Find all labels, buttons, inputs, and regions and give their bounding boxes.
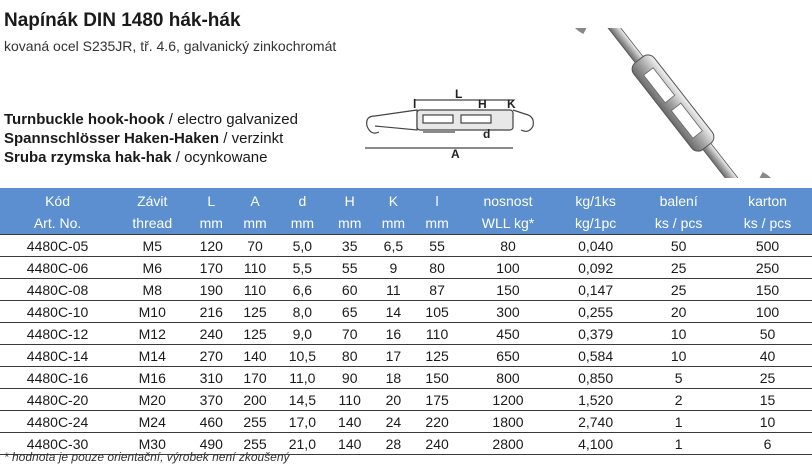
table-cell: 216 [189, 301, 233, 323]
table-cell: 1200 [459, 389, 557, 411]
table-cell: M5 [115, 235, 189, 257]
table-cell: 4480C-05 [0, 235, 115, 257]
table-cell: 800 [459, 367, 557, 389]
column-header: d [298, 193, 307, 209]
table-cell: 14 [372, 301, 416, 323]
table-cell: 370 [189, 389, 233, 411]
column-header: mm [199, 215, 223, 231]
table-cell: 125 [233, 323, 277, 345]
table-cell: 0,379 [557, 323, 634, 345]
table-cell: 8,0 [277, 301, 328, 323]
table-cell: 25 [723, 367, 812, 389]
table-cell: 5,0 [277, 235, 328, 257]
table-cell: 140 [328, 433, 372, 455]
table-row [0, 323, 812, 345]
table-cell: 4480C-10 [0, 301, 115, 323]
table-cell: 4480C-30 [0, 433, 115, 455]
table-cell: 9,0 [277, 323, 328, 345]
table-cell: 11,0 [277, 367, 328, 389]
table-cell: 120 [189, 235, 233, 257]
table-cell: 87 [415, 279, 459, 301]
column-header: ks / pcs [743, 215, 792, 231]
table-cell: M24 [115, 411, 189, 433]
column-header: ks / pcs [654, 215, 703, 231]
table-row [0, 301, 812, 323]
table-cell: 5,5 [277, 257, 328, 279]
table-cell: 240 [415, 433, 459, 455]
table-cell: 80 [415, 257, 459, 279]
column-header: Art. No. [33, 215, 82, 231]
table-cell: 140 [233, 345, 277, 367]
table-cell: 200 [233, 389, 277, 411]
column-header: thread [132, 215, 173, 231]
table-cell: 150 [459, 279, 557, 301]
table-row [0, 257, 812, 279]
table-header-row [0, 212, 812, 235]
table-cell: 125 [415, 345, 459, 367]
table-cell: 255 [233, 411, 277, 433]
table-cell: 240 [189, 323, 233, 345]
table-row [0, 345, 812, 367]
table-cell: 110 [328, 389, 372, 411]
table-cell: 16 [372, 323, 416, 345]
table-cell: M14 [115, 345, 189, 367]
table-cell: 140 [328, 411, 372, 433]
table-cell: 170 [189, 257, 233, 279]
table-cell: 1 [634, 411, 723, 433]
table-cell: 10 [634, 345, 723, 367]
table-cell: 2,740 [557, 411, 634, 433]
dim-K-label: K [507, 97, 516, 111]
table-cell: M10 [115, 301, 189, 323]
table-cell: 190 [189, 279, 233, 301]
table-cell: 0,255 [557, 301, 634, 323]
table-cell: 0,040 [557, 235, 634, 257]
column-header: K [388, 193, 399, 209]
column-header: l [435, 193, 439, 209]
column-header: mm [290, 215, 315, 231]
table-cell: 175 [415, 389, 459, 411]
column-header: mm [425, 215, 449, 231]
table-cell: 450 [459, 323, 557, 345]
product-name-pl: Sruba rzymska hak-hak / ocynkowane [4, 149, 268, 166]
dimensions-table [0, 188, 812, 455]
table-cell: 6 [723, 433, 812, 455]
table-cell: 55 [328, 257, 372, 279]
table-cell: 25 [634, 257, 723, 279]
product-name-en: Turnbuckle hook-hook / electro galvanized [4, 111, 298, 128]
table-cell: M20 [115, 389, 189, 411]
table-cell: 17,0 [277, 411, 328, 433]
table-cell: 0,147 [557, 279, 634, 301]
table-cell: 80 [328, 345, 372, 367]
table-cell: 28 [372, 433, 416, 455]
footnote: * hodnota je pouze orientační, výrobek není zkoušený [4, 450, 290, 464]
table-row [0, 235, 812, 257]
table-cell: 1 [634, 433, 723, 455]
table-cell: 4480C-08 [0, 279, 115, 301]
table-cell: 1,520 [557, 389, 634, 411]
column-header: H [344, 193, 355, 209]
table-cell: 1800 [459, 411, 557, 433]
product-name-de: Spannschlösser Haken-Haken / verzinkt [4, 130, 284, 147]
table-cell: 250 [723, 257, 812, 279]
table-cell: 9 [372, 257, 416, 279]
table-cell: 110 [233, 279, 277, 301]
table-cell: 255 [233, 433, 277, 455]
table-cell: 0,092 [557, 257, 634, 279]
table-cell: 80 [459, 235, 557, 257]
table-cell: 460 [189, 411, 233, 433]
dim-L-label: L [455, 87, 463, 101]
table-header-row [0, 188, 812, 212]
column-header: mm [381, 215, 406, 231]
column-header: A [250, 193, 260, 209]
table-cell: 40 [723, 345, 812, 367]
table-cell: 10 [723, 411, 812, 433]
table-cell: 35 [328, 235, 372, 257]
table-cell: 18 [372, 367, 416, 389]
table-cell: 17 [372, 345, 416, 367]
table-cell: 6,5 [372, 235, 416, 257]
table-cell: 2 [634, 389, 723, 411]
table-cell: 70 [328, 323, 372, 345]
dim-H-label: H [478, 97, 487, 111]
table-cell: 490 [189, 433, 233, 455]
table-cell: 125 [233, 301, 277, 323]
dimension-diagram [365, 86, 535, 161]
dim-l-label: l [413, 97, 417, 111]
table-cell: 15 [723, 389, 812, 411]
table-cell: 150 [723, 279, 812, 301]
table-cell: 55 [415, 235, 459, 257]
table-cell: 90 [328, 367, 372, 389]
table-cell: 270 [189, 345, 233, 367]
dim-A-label: A [451, 147, 460, 161]
table-body [0, 235, 812, 455]
page-title: Napínák DIN 1480 hák-hák [4, 10, 241, 31]
column-header: kg/1ks [575, 193, 616, 209]
material-description: kovaná ocel S235JR, tř. 4.6, galvanický zinkochromát [4, 38, 337, 54]
table-cell: M6 [115, 257, 189, 279]
table-cell: 4480C-06 [0, 257, 115, 279]
table-cell: 300 [459, 301, 557, 323]
column-header: WLL kg* [481, 215, 535, 231]
column-header: kg/1pc [574, 215, 617, 231]
column-header: mm [338, 215, 362, 231]
table-cell: 220 [415, 411, 459, 433]
column-header: nosnost [483, 193, 533, 209]
table-row [0, 367, 812, 389]
turnbuckle-photo [548, 28, 798, 178]
table-cell: 310 [189, 367, 233, 389]
table-cell: 0,850 [557, 367, 634, 389]
table-cell: 650 [459, 345, 557, 367]
column-header: mm [243, 215, 267, 231]
table-cell: 4480C-14 [0, 345, 115, 367]
table-cell: 14,5 [277, 389, 328, 411]
table-cell: 50 [634, 235, 723, 257]
table-cell: 4480C-16 [0, 367, 115, 389]
table-cell: 150 [415, 367, 459, 389]
table-cell: 170 [233, 367, 277, 389]
column-header: balení [659, 193, 698, 209]
table-cell: 2800 [459, 433, 557, 455]
table-cell: 4480C-24 [0, 411, 115, 433]
table-cell: 10 [634, 323, 723, 345]
product-names [4, 110, 298, 167]
table-cell: 500 [723, 235, 812, 257]
table-cell: 100 [459, 257, 557, 279]
dim-d-label: d [483, 127, 491, 141]
table-cell: 105 [415, 301, 459, 323]
table-cell: 21,0 [277, 433, 328, 455]
table-cell: M30 [115, 433, 189, 455]
table-cell: 4480C-12 [0, 323, 115, 345]
column-header: L [207, 193, 216, 209]
column-header: Kód [45, 193, 71, 209]
column-header: karton [748, 193, 787, 209]
table-cell: 100 [723, 301, 812, 323]
table-cell: 110 [415, 323, 459, 345]
table-cell: M8 [115, 279, 189, 301]
table-cell: 25 [634, 279, 723, 301]
table-cell: 50 [723, 323, 812, 345]
table-cell: 60 [328, 279, 372, 301]
table-cell: 20 [372, 389, 416, 411]
table-cell: 65 [328, 301, 372, 323]
table-cell: 110 [233, 257, 277, 279]
table-cell: 24 [372, 411, 416, 433]
table-row [0, 389, 812, 411]
table-cell: 20 [634, 301, 723, 323]
column-header: Závit [137, 193, 168, 209]
table-cell: 70 [233, 235, 277, 257]
table-row [0, 279, 812, 301]
table-cell: 0,584 [557, 345, 634, 367]
table-cell: 4,100 [557, 433, 634, 455]
table-row [0, 411, 812, 433]
table-cell: 10,5 [277, 345, 328, 367]
table-cell: 11 [372, 279, 416, 301]
table-cell: M16 [115, 367, 189, 389]
table-cell: 6,6 [277, 279, 328, 301]
table-cell: 4480C-20 [0, 389, 115, 411]
table-cell: M12 [115, 323, 189, 345]
table-cell: 5 [634, 367, 723, 389]
